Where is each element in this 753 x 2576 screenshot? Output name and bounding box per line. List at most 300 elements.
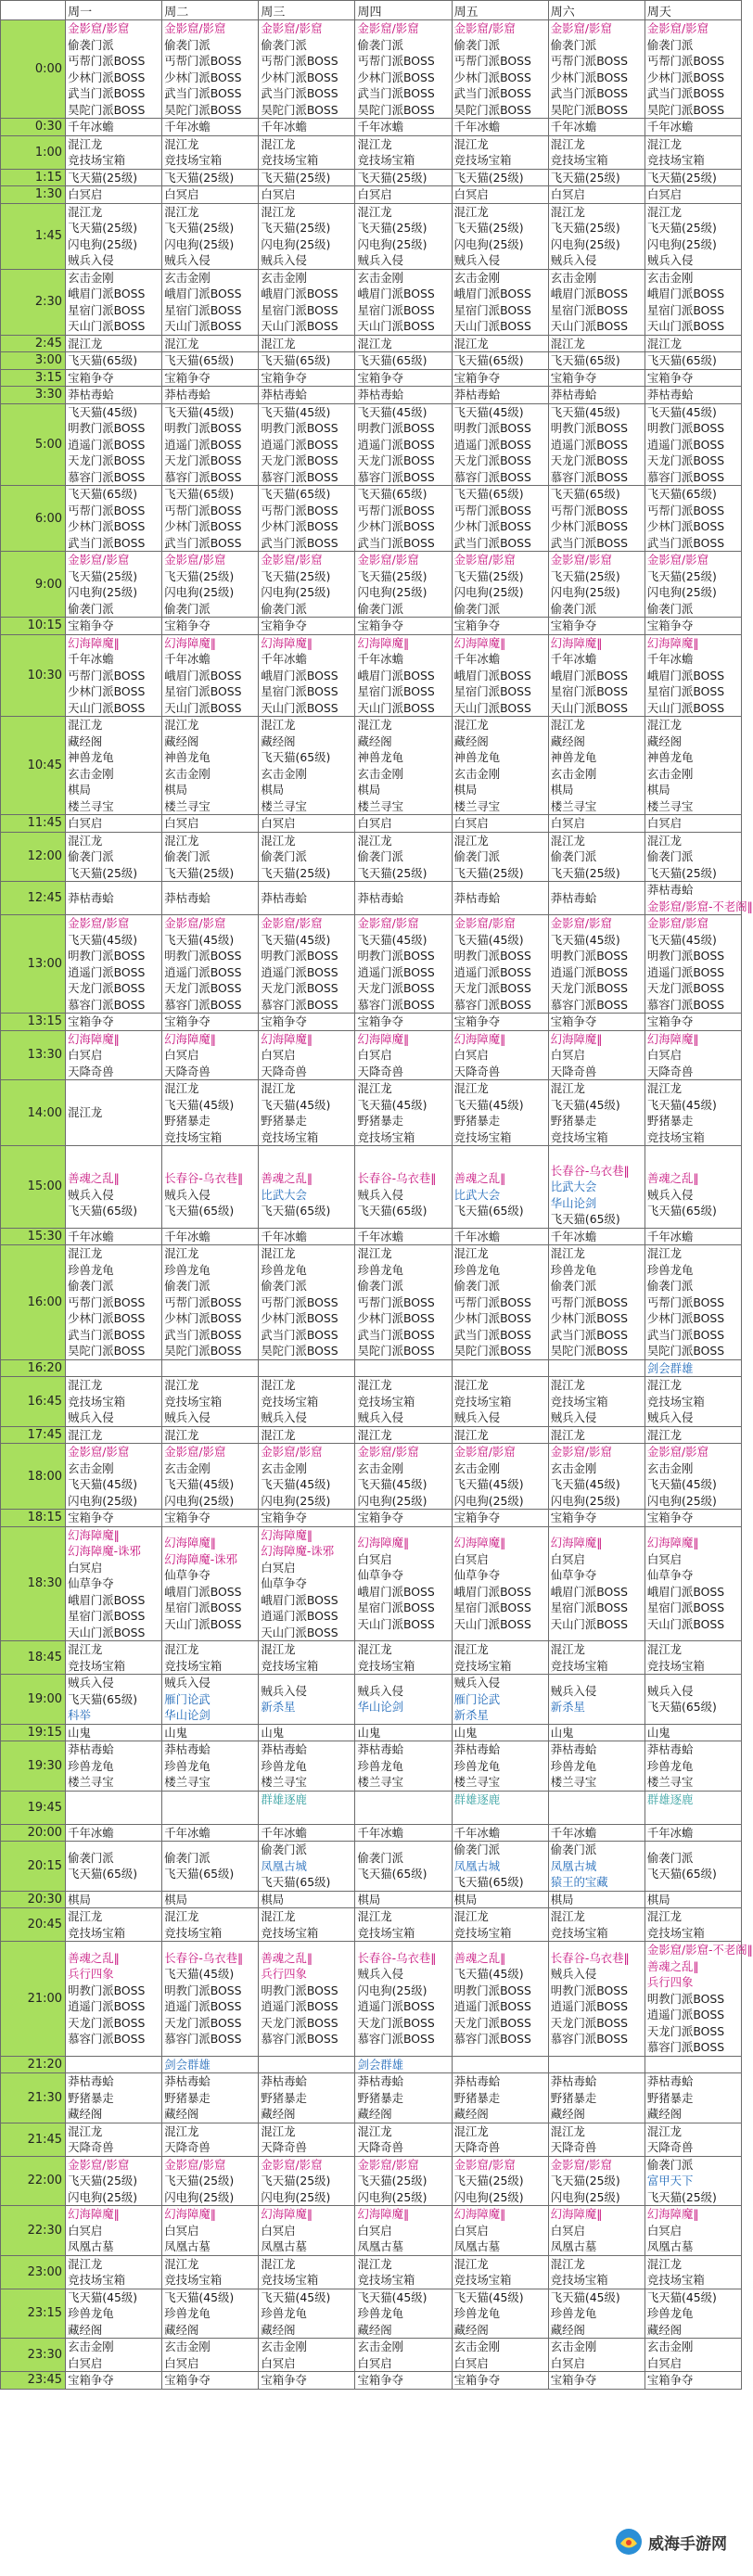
- day-activity-cell: [548, 2073, 645, 2123]
- time-cell: 13:00: [1, 915, 66, 1014]
- time-cell: 3:30: [1, 387, 66, 404]
- time-slot-row: [1, 352, 742, 370]
- day-activity-cell: [259, 1842, 355, 1892]
- time-cell: 21:20: [1, 2056, 66, 2073]
- activity-entry: 飞天猫(25级): [357, 568, 428, 583]
- day-activity-cell: [66, 135, 162, 169]
- day-activity-cell: [259, 1444, 355, 1510]
- activity-entry: 白冥启: [646, 1048, 682, 1062]
- day-activity-cell: [162, 335, 259, 352]
- activity-entry: 混江龙: [261, 1081, 296, 1095]
- time-slot-row: [1, 203, 742, 269]
- day-activity-cell: [66, 2056, 162, 2073]
- day-activity-cell: [355, 2073, 452, 2123]
- activity-entry: 少林门派BOSS: [357, 1311, 435, 1325]
- activity-entry: 金影窟/影窟: [646, 21, 708, 35]
- activity-entry: 玄击金刚: [646, 270, 694, 285]
- activity-entry: 天山门派BOSS: [357, 700, 435, 715]
- activity-entry: [454, 1360, 546, 1377]
- time-slot-row: [1, 1359, 742, 1377]
- day-activity-cell: [259, 1908, 355, 1942]
- day-activity-cell: [452, 1908, 548, 1942]
- activity-entry: 善魂之乱‖: [646, 1958, 699, 1973]
- activity-entry: 幻海障魔‖: [550, 1031, 603, 1046]
- activity-entry: 闪电狗(25级): [453, 236, 524, 251]
- activity-entry: 竞技场宝箱: [550, 1129, 608, 1144]
- activity-entry: 逍遥门派BOSS: [68, 964, 146, 979]
- activity-entry: 混江龙: [261, 136, 296, 151]
- activity-entry: 混江龙: [453, 204, 489, 219]
- activity-entry: 珍兽龙龟: [453, 1262, 501, 1277]
- activity-entry: 华山论剑: [550, 1195, 597, 1210]
- activity-entry: 天降奇兽: [261, 2140, 307, 2154]
- activity-entry: 飞天猫(65级): [550, 353, 620, 367]
- activity-entry: 贼兵入侵: [261, 1410, 307, 1424]
- activity-entry: 玄击金刚: [68, 2340, 114, 2353]
- activity-entry: 少林门派BOSS: [164, 70, 242, 84]
- activity-entry: 偷袭门派: [261, 849, 307, 863]
- activity-entry: 少林门派BOSS: [453, 70, 531, 84]
- activity-entry: 武当门派BOSS: [261, 535, 338, 550]
- time-slot-row: [1, 1510, 742, 1527]
- activity-entry: 幻海障魔‖: [453, 635, 506, 650]
- day-activity-cell: [548, 2339, 645, 2372]
- activity-entry: 比武大会: [453, 1187, 501, 1202]
- activity-entry: 白冥启: [261, 187, 296, 201]
- activity-entry: 偷袭门派: [261, 1843, 307, 1856]
- activity-entry: 幻海障魔‖: [453, 1031, 506, 1046]
- activity-entry: [164, 1807, 256, 1824]
- day-activity-cell: [162, 2372, 259, 2390]
- day-activity-cell: [548, 1359, 645, 1377]
- activity-entry: 天龙门派BOSS: [646, 2023, 725, 2038]
- activity-entry: 少林门派BOSS: [261, 1311, 338, 1325]
- activity-entry: 峨眉门派BOSS: [261, 1592, 338, 1607]
- activity-entry: 混江龙: [357, 2256, 392, 2271]
- day-activity-cell: [645, 1510, 741, 1527]
- activity-entry: 宝箱争夺: [164, 370, 211, 385]
- activity-entry: 玄击金刚: [550, 766, 597, 781]
- activity-entry: 善魂之乱‖: [261, 1171, 313, 1186]
- activity-entry: 少林门派BOSS: [261, 70, 338, 84]
- activity-entry: 混江龙: [261, 1427, 296, 1442]
- activity-entry: 偷袭门派: [646, 849, 694, 863]
- activity-entry: 莽枯毒蛤: [453, 1742, 501, 1756]
- activity-entry: 幻海障魔‖: [357, 635, 410, 650]
- activity-entry: 新杀星: [261, 1700, 296, 1715]
- activity-entry: 星宿门派BOSS: [357, 1600, 435, 1615]
- day-activity-cell: [162, 915, 259, 1014]
- activity-entry: 混江龙: [68, 2123, 103, 2138]
- activity-entry: 慕容门派BOSS: [68, 469, 146, 484]
- activity-entry: 混江龙: [357, 1246, 392, 1260]
- activity-entry: 幻海障魔‖: [357, 1031, 410, 1046]
- activity-entry: 飞天猫(45级): [68, 932, 138, 947]
- day-activity-cell: [66, 1908, 162, 1942]
- activity-entry: 莽枯毒蛤: [357, 2074, 404, 2088]
- activity-entry: 山鬼: [453, 1725, 478, 1740]
- activity-entry: 野猪暴走: [164, 1114, 211, 1128]
- activity-entry: 金影窟/影窟: [646, 553, 708, 567]
- day-activity-cell: [355, 2289, 452, 2339]
- activity-entry: 星宿门派BOSS: [164, 1600, 242, 1615]
- activity-entry: 野猪暴走: [164, 2090, 211, 2105]
- activity-entry: 千年冰蟾: [453, 652, 501, 666]
- activity-entry: 峨眉门派BOSS: [550, 1584, 629, 1599]
- activity-entry: 明教门派BOSS: [550, 1983, 629, 1997]
- day-activity-cell: [645, 717, 741, 815]
- time-slot-row: [1, 1908, 742, 1942]
- activity-entry: 玄击金刚: [68, 270, 114, 285]
- activity-entry: 混江龙: [68, 1909, 103, 1923]
- time-slot-row: [1, 1824, 742, 1842]
- day-activity-cell: [259, 269, 355, 335]
- activity-entry: 金影窟/影窟: [357, 1445, 419, 1459]
- activity-entry: 混江龙: [357, 718, 392, 732]
- day-activity-cell: [66, 717, 162, 815]
- day-activity-cell: [66, 1791, 162, 1824]
- activity-entry: 飞天猫(65级): [646, 1204, 717, 1218]
- activity-entry: 凤凰古墓: [68, 2239, 114, 2253]
- day-activity-cell: [548, 1245, 645, 1360]
- activity-entry: 飞天猫(45级): [68, 404, 138, 419]
- activity-entry: 珍兽龙龟: [68, 1758, 114, 1773]
- day-activity-cell: [66, 119, 162, 136]
- activity-entry: 竞技场宝箱: [646, 1925, 705, 1940]
- activity-entry: 白冥启: [68, 187, 103, 201]
- activity-entry: 少林门派BOSS: [550, 519, 629, 533]
- day-activity-cell: [645, 1908, 741, 1942]
- activity-entry: 混江龙: [261, 2123, 296, 2138]
- activity-entry: 星宿门派BOSS: [357, 302, 435, 317]
- activity-entry: 飞天猫(45级): [261, 1097, 331, 1112]
- activity-entry: 珍兽龙龟: [261, 2306, 307, 2320]
- activity-entry: 善魂之乱‖: [68, 1171, 120, 1186]
- day-activity-cell: [355, 915, 452, 1014]
- activity-entry: 珍兽龙龟: [646, 1758, 694, 1773]
- time-slot-row: [1, 269, 742, 335]
- activity-entry: 猿王的宝藏: [550, 1875, 608, 1889]
- activity-entry: 金影窟/影窟: [357, 916, 419, 930]
- activity-entry: 金影窟/影窟-不老阁‖: [646, 899, 753, 913]
- activity-entry: 幻海障魔-诛邪: [261, 1544, 335, 1558]
- day-activity-cell: [452, 1444, 548, 1510]
- activity-entry: 飞天猫(25级): [453, 865, 524, 880]
- time-cell: 20:00: [1, 1824, 66, 1842]
- time-cell: 15:30: [1, 1228, 66, 1245]
- activity-entry: 星宿门派BOSS: [164, 302, 242, 317]
- day-activity-cell: [66, 1030, 162, 1080]
- activity-entry: 飞天猫(25级): [68, 170, 138, 185]
- day-activity-cell: [259, 2255, 355, 2289]
- activity-entry: 金影窟/影窟: [550, 21, 612, 35]
- day-activity-cell: [548, 1080, 645, 1146]
- activity-entry: 闪电狗(25级): [261, 2189, 331, 2204]
- activity-entry: 千年冰蟾: [646, 1229, 694, 1243]
- activity-entry: 玄击金刚: [453, 766, 501, 781]
- activity-entry: 峨眉门派BOSS: [453, 668, 531, 682]
- activity-entry: 飞天猫(45级): [164, 1967, 235, 1982]
- activity-entry: 白冥启: [550, 2223, 585, 2238]
- day-activity-cell: [645, 335, 741, 352]
- activity-entry: 慕容门派BOSS: [453, 469, 531, 484]
- activity-entry: 飞天猫(25级): [261, 221, 331, 235]
- time-cell: 16:45: [1, 1377, 66, 1427]
- activity-entry: 混江龙: [453, 1378, 489, 1392]
- activity-entry: 千年冰蟾: [646, 652, 694, 666]
- activity-entry: 偷袭门派: [68, 1850, 114, 1865]
- day-activity-cell: [162, 1228, 259, 1245]
- activity-entry: 竞技场宝箱: [646, 1129, 705, 1144]
- day-activity-cell: [259, 2289, 355, 2339]
- activity-entry: 金影窟/影窟: [357, 21, 419, 35]
- day-activity-cell: [548, 186, 645, 204]
- activity-entry: 飞天猫(25级): [164, 221, 235, 235]
- activity-entry: 竞技场宝箱: [68, 1658, 126, 1673]
- time-slot-row: [1, 135, 742, 169]
- day-activity-cell: [452, 352, 548, 370]
- activity-entry: 贼兵入侵: [646, 1683, 694, 1698]
- activity-entry: 慕容门派BOSS: [164, 997, 242, 1012]
- activity-entry: 玄击金刚: [646, 1460, 694, 1475]
- activity-entry: 藏经阁: [550, 733, 585, 748]
- activity-entry: 飞天猫(45级): [261, 404, 331, 419]
- activity-entry: 明教门派BOSS: [357, 949, 435, 963]
- activity-entry: 闪电狗(25级): [550, 585, 620, 599]
- activity-entry: 天龙门派BOSS: [550, 2015, 629, 2030]
- time-slot-row: [1, 2255, 742, 2289]
- activity-entry: 慕容门派BOSS: [357, 469, 435, 484]
- activity-entry: 丐帮门派BOSS: [550, 503, 629, 517]
- activity-entry: 千年冰蟾: [261, 120, 307, 134]
- activity-entry: 白冥启: [164, 187, 199, 201]
- activity-entry: 飞天猫(65级): [357, 1867, 428, 1881]
- activity-entry: 飞天猫(65级): [68, 353, 138, 367]
- activity-entry: 金影窟/影窟: [261, 2157, 323, 2172]
- activity-entry: 峨眉门派BOSS: [68, 287, 146, 300]
- activity-entry: 凤凰古墓: [453, 2239, 501, 2253]
- time-slot-row: [1, 1146, 742, 1229]
- activity-entry: 贼兵入侵: [164, 1676, 211, 1690]
- activity-entry: 混江龙: [357, 833, 392, 848]
- day-activity-cell: [355, 1724, 452, 1741]
- day-activity-cell: [66, 634, 162, 717]
- day-activity-cell: [355, 2372, 452, 2390]
- activity-entry: 闪电狗(25级): [550, 236, 620, 251]
- day-activity-cell: [548, 2056, 645, 2073]
- activity-entry: 楼兰寻宝: [550, 798, 597, 813]
- activity-entry: 幻海障魔‖: [646, 2207, 699, 2221]
- day-activity-cell: [259, 2056, 355, 2073]
- activity-entry: 藏经阁: [453, 733, 489, 748]
- activity-entry: 飞天猫(25级): [646, 865, 717, 880]
- activity-entry: 武当门派BOSS: [164, 86, 242, 100]
- day-activity-cell: [355, 335, 452, 352]
- activity-entry: 白冥启: [550, 816, 585, 830]
- day-activity-cell: [259, 1228, 355, 1245]
- time-slot-row: [1, 369, 742, 387]
- activity-entry: 白冥启: [550, 1048, 585, 1062]
- day-activity-cell: [452, 1146, 548, 1229]
- day-activity-cell: [355, 634, 452, 717]
- activity-entry: 天降奇兽: [357, 1064, 404, 1078]
- day-activity-cell: [259, 2206, 355, 2256]
- activity-entry: 幻海障魔‖: [68, 1527, 120, 1542]
- activity-entry: 闪电狗(25级): [453, 585, 524, 599]
- activity-entry: 峨眉门派BOSS: [646, 668, 725, 682]
- activity-entry: 楼兰寻宝: [164, 798, 211, 813]
- activity-entry: 武当门派BOSS: [357, 86, 435, 100]
- activity-entry: 仙草争夺: [357, 1568, 404, 1583]
- day-activity-cell: [66, 2255, 162, 2289]
- activity-entry: 金影窟/影窟: [68, 2157, 130, 2172]
- day-activity-cell: [645, 1359, 741, 1377]
- activity-entry: 少林门派BOSS: [68, 1311, 146, 1325]
- activity-entry: 偷袭门派: [164, 1850, 211, 1865]
- activity-entry: 少林门派BOSS: [68, 519, 146, 533]
- activity-entry: 昊陀门派BOSS: [357, 1344, 435, 1358]
- day-activity-cell: [355, 1510, 452, 1527]
- activity-entry: 神兽龙龟: [646, 750, 694, 764]
- activity-entry: 飞天猫(45级): [646, 1477, 717, 1491]
- activity-entry: 野猪暴走: [261, 1114, 307, 1128]
- activity-entry: 竞技场宝箱: [68, 2273, 126, 2287]
- activity-entry: 星宿门派BOSS: [550, 1600, 629, 1615]
- day-activity-cell: [645, 2073, 741, 2123]
- day-activity-cell: [259, 1510, 355, 1527]
- activity-entry: 白冥启: [550, 2355, 585, 2370]
- activity-entry: 飞天猫(45级): [550, 1097, 620, 1112]
- activity-entry: 幻海障魔‖: [261, 1031, 313, 1046]
- day-activity-cell: [355, 269, 452, 335]
- day-activity-cell: [162, 2206, 259, 2256]
- day-activity-cell: [162, 486, 259, 552]
- day-activity-cell: [259, 486, 355, 552]
- activity-entry: 凤凰古墓: [357, 2239, 404, 2253]
- day-activity-cell: [548, 2289, 645, 2339]
- activity-entry: 兵行四象: [68, 1967, 114, 1982]
- activity-entry: 白冥启: [550, 187, 585, 201]
- activity-entry: 峨眉门派BOSS: [357, 287, 435, 300]
- day-activity-cell: [355, 2123, 452, 2156]
- activity-entry: 飞天猫(45级): [164, 2289, 235, 2304]
- activity-entry: 宝箱争夺: [646, 1014, 694, 1028]
- activity-entry: 天龙门派BOSS: [646, 453, 725, 467]
- day-activity-cell: [548, 20, 645, 119]
- day-activity-cell: [355, 1891, 452, 1908]
- activity-entry: 金影窟/影窟: [550, 1445, 612, 1459]
- day-activity-cell: [66, 1014, 162, 1031]
- day-activity-cell: [452, 882, 548, 915]
- day-activity-cell: [162, 1030, 259, 1080]
- activity-entry: 竞技场宝箱: [550, 1658, 608, 1673]
- activity-entry: 混江龙: [164, 1642, 199, 1656]
- activity-entry: 偷袭门派: [357, 1279, 404, 1293]
- day-activity-cell: [452, 1942, 548, 2057]
- activity-entry: 混江龙: [550, 2256, 585, 2271]
- activity-entry: 棋局: [646, 783, 670, 797]
- activity-entry: 逍遥门派BOSS: [261, 964, 338, 979]
- time-cell: 16:00: [1, 1245, 66, 1360]
- activity-entry: 飞天猫(45级): [261, 932, 331, 947]
- activity-entry: 幻海障魔‖: [164, 2207, 216, 2221]
- activity-entry: 偷袭门派: [453, 601, 501, 616]
- activity-entry: 楼兰寻宝: [453, 1775, 501, 1789]
- activity-entry: 藏经阁: [357, 2107, 392, 2121]
- day-activity-cell: [259, 1014, 355, 1031]
- activity-entry: 凤凰古城: [550, 1858, 597, 1873]
- activity-entry: 金影窟/影窟: [357, 553, 419, 567]
- day-activity-cell: [452, 1824, 548, 1842]
- activity-entry: 千年冰蟾: [164, 1825, 211, 1840]
- activity-entry: 天龙门派BOSS: [357, 981, 435, 995]
- activity-entry: 天降奇兽: [164, 1064, 211, 1078]
- activity-entry: 白冥启: [453, 2223, 489, 2238]
- activity-entry: 慕容门派BOSS: [68, 997, 146, 1012]
- activity-entry: 仙草争夺: [646, 1568, 694, 1583]
- day-activity-cell: [259, 1146, 355, 1229]
- activity-entry: 金影窟/影窟: [453, 1445, 516, 1459]
- activity-entry: 莽枯毒蛤: [357, 1742, 404, 1756]
- activity-entry: 混江龙: [261, 336, 296, 351]
- activity-entry: 科举: [68, 1708, 91, 1722]
- time-cell: 22:30: [1, 2206, 66, 2256]
- activity-entry: 比武大会: [550, 1180, 597, 1193]
- activity-entry: 玄击金刚: [550, 270, 597, 285]
- activity-entry: 飞天猫(25级): [646, 170, 717, 185]
- time-slot-row: [1, 20, 742, 119]
- day-activity-cell: [162, 1080, 259, 1146]
- activity-entry: 闪电狗(25级): [357, 236, 428, 251]
- activity-entry: 莽枯毒蛤: [164, 2074, 211, 2088]
- day-activity-cell: [452, 2123, 548, 2156]
- activity-entry: 贼兵入侵: [453, 253, 501, 267]
- activity-entry: 竞技场宝箱: [164, 2273, 223, 2287]
- activity-entry: 楼兰寻宝: [357, 1775, 404, 1789]
- day-activity-cell: [162, 1891, 259, 1908]
- day-activity-cell: [452, 552, 548, 618]
- activity-entry: 宝箱争夺: [646, 618, 694, 632]
- activity-entry: 慕容门派BOSS: [646, 469, 725, 484]
- day-activity-cell: [548, 169, 645, 186]
- activity-entry: 飞天猫(25级): [646, 221, 717, 235]
- day-activity-cell: [548, 1146, 645, 1229]
- activity-entry: 天山门派BOSS: [164, 1616, 242, 1631]
- day-activity-cell: [66, 1824, 162, 1842]
- activity-entry: 混江龙: [550, 136, 585, 151]
- activity-entry: 贼兵入侵: [261, 253, 307, 267]
- time-slot-row: [1, 403, 742, 486]
- day-activity-cell: [162, 618, 259, 635]
- activity-entry: 天山门派BOSS: [68, 319, 146, 333]
- day-activity-cell: [355, 486, 452, 552]
- activity-entry: 逍遥门派BOSS: [357, 964, 435, 979]
- activity-entry: 昊陀门派BOSS: [646, 1344, 725, 1358]
- time-slot-row: [1, 1942, 742, 2057]
- activity-entry: 飞天猫(25级): [550, 170, 620, 185]
- activity-entry: 武当门派BOSS: [357, 535, 435, 550]
- activity-entry: 玄击金刚: [453, 270, 501, 285]
- activity-entry: 幻海障魔-诛邪: [164, 1551, 238, 1566]
- activity-entry: 逍遥门派BOSS: [646, 437, 725, 452]
- activity-entry: 飞天猫(65级): [261, 750, 331, 764]
- activity-entry: 贼兵入侵: [646, 253, 694, 267]
- activity-entry: 混江龙: [164, 833, 199, 848]
- activity-entry: 混江龙: [357, 336, 392, 351]
- activity-entry: 武当门派BOSS: [164, 535, 242, 550]
- activity-entry: 宝箱争夺: [550, 618, 597, 632]
- activity-entry: 混江龙: [68, 204, 103, 219]
